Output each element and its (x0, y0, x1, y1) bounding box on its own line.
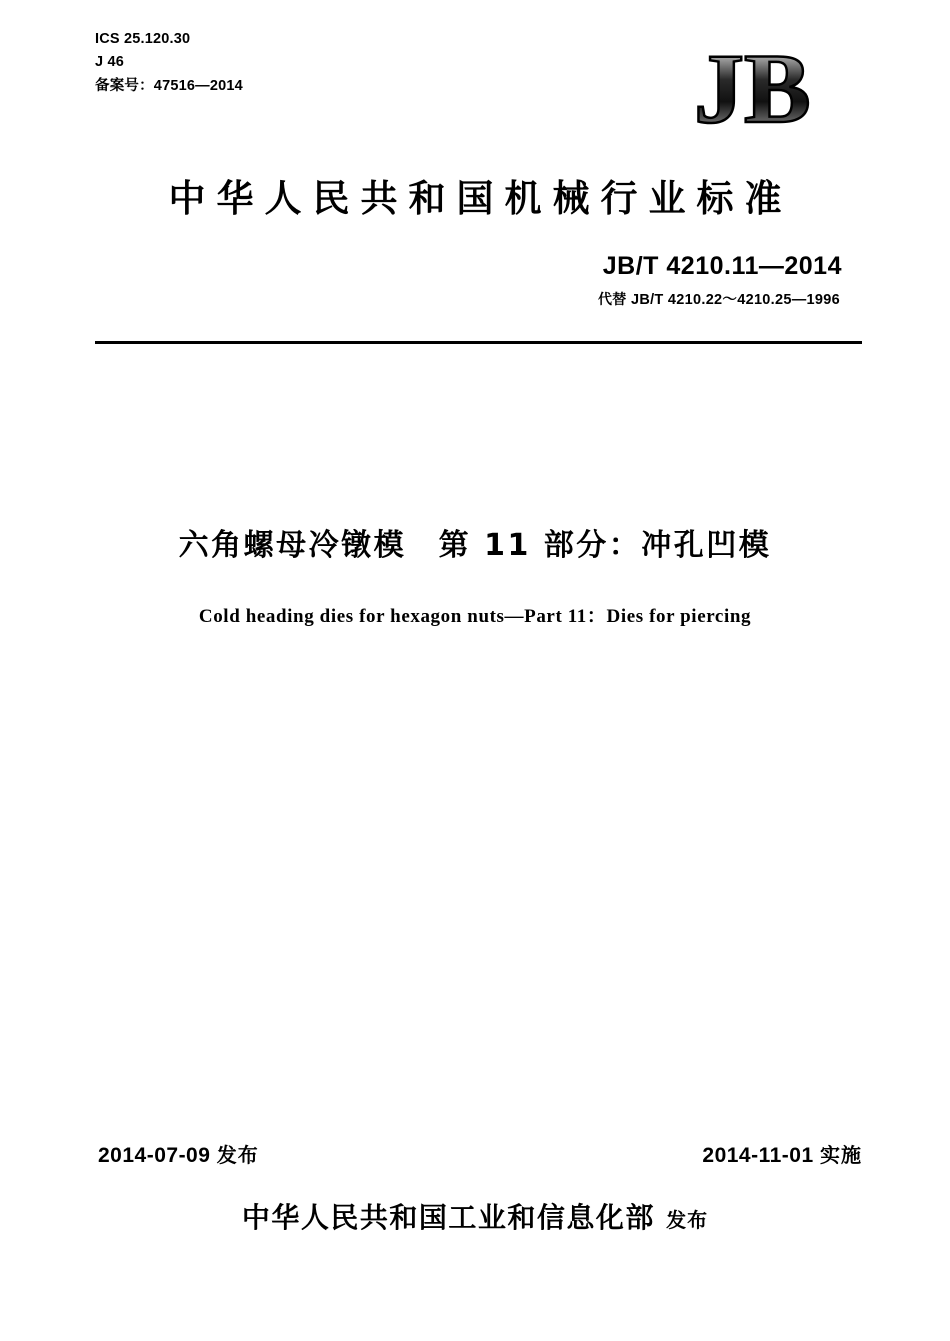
record-number: 备案号：47516—2014 (95, 77, 243, 94)
publisher-line (0, 1196, 950, 1236)
standard-replaces (598, 288, 840, 309)
jb-logo (692, 42, 862, 134)
document-title-en: Cold heading dies for hexagon nuts—Part 11：Dies for piercing (198, 606, 752, 627)
issue-date-label: 发布 (216, 1143, 259, 1167)
issue-date (98, 1139, 259, 1168)
svg-text:JB: JB (694, 42, 811, 134)
replaces-label: 代替 (598, 292, 627, 308)
publisher-action: 发布 (666, 1208, 709, 1232)
standard-number: JB/T 4210.11—2014 (602, 252, 842, 280)
implementation-date-value: 2014-11-01 (702, 1144, 814, 1167)
issue-date-value: 2014-07-09 (98, 1144, 211, 1167)
ics-code: ICS 25.120.30 (95, 31, 191, 47)
ics-block (95, 28, 243, 98)
document-title-cn: 六角螺母冷镦模 第 11 部分：冲孔凹模 (178, 528, 772, 563)
header-divider (95, 341, 862, 344)
page-title: 中华人民共和国机械行业标准 (168, 177, 793, 220)
implementation-date (702, 1139, 862, 1168)
publisher-name: 中华人民共和国工业和信息化部 (241, 1201, 655, 1234)
classification-code: J 46 (95, 54, 125, 71)
replaces-value: JB/T 4210.22～4210.25—1996 (630, 292, 840, 308)
implementation-date-label: 实施 (820, 1143, 862, 1167)
